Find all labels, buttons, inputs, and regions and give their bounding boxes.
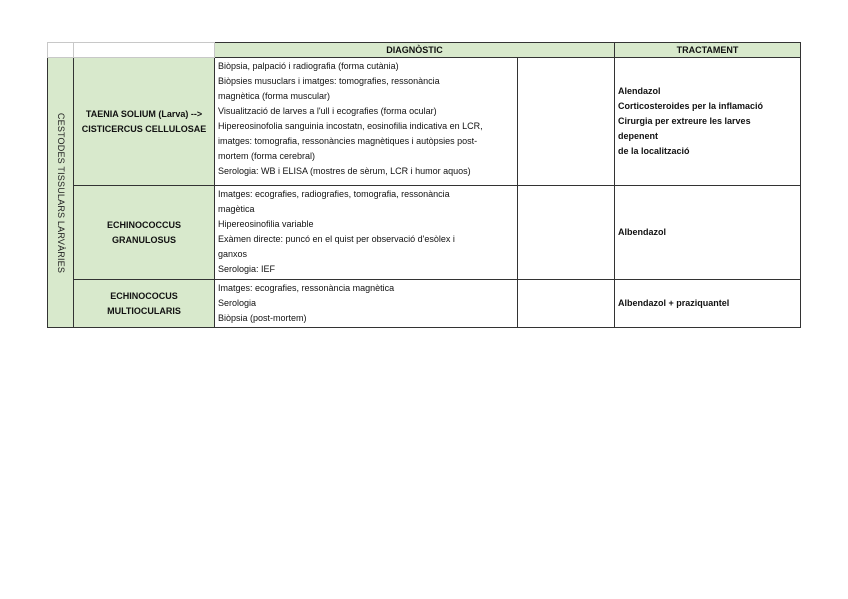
parasite-table (47, 42, 801, 328)
diagnostic-line: Biòpsia (post-mortem) (218, 313, 307, 323)
header-row (48, 43, 801, 58)
species-cell (74, 186, 215, 280)
diagnostic-line: magètica (218, 204, 255, 214)
empty-cell (518, 280, 615, 328)
treatment-line: Corticosteroides per la inflamació (618, 101, 764, 111)
group-label: CESTODES TISSULARS LARVÀRIES (55, 112, 66, 273)
diagnostic-line: Imatges: ecografies, ressonància magnètica (218, 283, 395, 293)
treatment-line: Albendazol (618, 227, 667, 237)
table-row (48, 58, 801, 186)
corner-cell (74, 43, 215, 58)
species-name: ECHINOCOCUS (110, 290, 178, 301)
species-name: ECHINOCOCCUS (106, 219, 181, 230)
diagnostic-line: ganxos (218, 249, 248, 259)
corner-cell (48, 43, 74, 58)
diagnostic-line: Imatges: ecografies, radiografies, tomografia, ressonància (218, 189, 450, 199)
treatment-line: Albendazol + praziquantel (618, 298, 730, 308)
diagnostic-line: Hipereosinofilia variable (218, 219, 314, 229)
diagnostic-cell (215, 58, 518, 186)
treatment-cell (615, 280, 801, 328)
diagnostic-line: Exàmen directe: puncó en el quist per observació d'esòlex i (218, 234, 455, 244)
diagnostic-line: Serologia: IEF (218, 264, 276, 274)
treatment-line: Alendazol (618, 86, 661, 96)
diagnostic-line: Visualització de larves a l'ull i ecografies (forma ocular) (218, 106, 437, 116)
diagnostic-line: imatges: tomografia, ressonàncies magnètiques i autòpsies post- (218, 136, 478, 146)
diagnostic-cell (215, 186, 518, 280)
treatment-header: TRACTAMENT (615, 43, 801, 58)
diagnostic-line: Hipereosinofolia sanguinia incostatn, eosinofilia indicativa en LCR, (218, 121, 483, 131)
species-cell (74, 58, 215, 186)
species-name: GRANULOSUS (111, 234, 176, 245)
species-name: MULTIOCULARIS (107, 305, 181, 316)
diagnostic-line: Biòpsia, palpació i radiografia (forma cutània) (218, 61, 399, 71)
table-row (48, 280, 801, 328)
diagnostic-line: mortem (forma cerebral) (218, 151, 316, 161)
treatment-cell (615, 58, 801, 186)
species-cell (74, 280, 215, 328)
diagnostic-line: Biòpsies musuclars i imatges: tomografies, ressonància (218, 76, 440, 86)
diagnostic-line: magnètica (forma muscular) (218, 91, 331, 101)
empty-cell (518, 186, 615, 280)
empty-cell (518, 58, 615, 186)
species-name: TAENIA SOLIUM (Larva) --> (85, 108, 203, 119)
treatment-cell (615, 186, 801, 280)
group-cell (48, 58, 74, 328)
treatment-line: de la localització (618, 146, 690, 156)
diagnostic-cell (215, 280, 518, 328)
diagnostic-header: DIAGNÒSTIC (215, 43, 615, 58)
diagnostic-line: Serologia (218, 298, 257, 308)
diagnostic-line: Serologia: WB i ELISA (mostres de sèrum, LCR i humor aquos) (218, 166, 471, 176)
species-name: CISTICERCUS CELLULOSAE (81, 123, 207, 134)
treatment-line: depenent (618, 131, 659, 141)
table-row (48, 186, 801, 280)
treatment-line: Cirurgia per extreure les larves (618, 116, 751, 126)
